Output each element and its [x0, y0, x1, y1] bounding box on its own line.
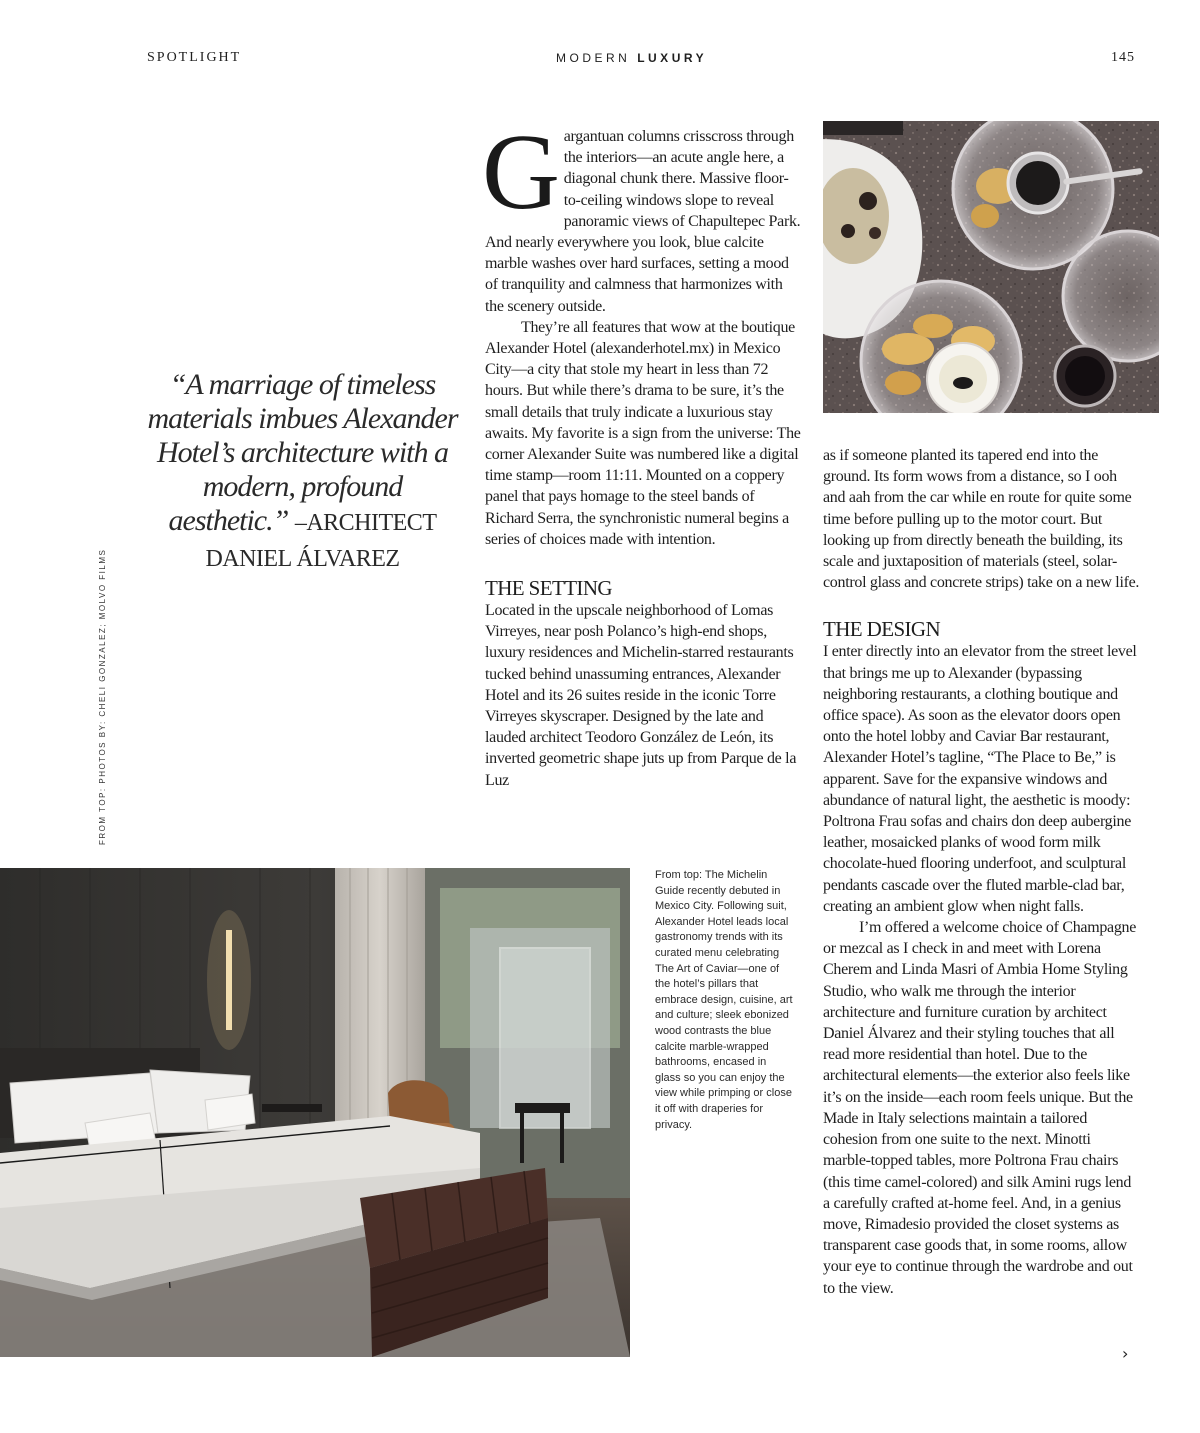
photo-credit: FROM TOP: PHOTOS BY: CHELI GONZALEZ; MOLVO FILMS — [98, 548, 107, 845]
photo-caption: From top: The Michelin Guide recently debuted in Mexico City. Following suit, Alexander Hotel leads local gastronomy trends with its curated menu celebrating The Art of Caviar—one of the hotel’s pillars that embrace design, cuisine, art and culture; sleek ebonized wood contrasts the blue calcite marble-wrapped bathrooms, encased in glass so you can enjoy the view while primping or close it off with draperies for privacy. — [655, 869, 793, 1131]
heading-the-design: THE DESIGN — [823, 617, 941, 642]
masthead-bold: LUXURY — [637, 51, 708, 65]
caviar-photo — [823, 121, 1159, 413]
caviar-photo-illustration — [823, 121, 1159, 413]
masthead-logo — [556, 51, 707, 65]
article-paragraph-1: argantuan columns crisscross through the interiors—an acute angle here, a diagonal chunk there. Massive floor-to-ceiling windows slope to reveal panoramic views of Chapultepec Park. And nearly everywhere you look, blue calcite marble washes over hard surfaces, setting a mood of tranquility and calmness that harmonizes with the scenery outside. — [485, 128, 801, 315]
page-number: 145 — [1111, 50, 1135, 65]
heading-the-setting: THE SETTING — [485, 576, 612, 601]
pull-quote-attribution: –ARCHITECT DANIEL ÁLVAREZ — [205, 510, 437, 572]
article-paragraph-4: as if someone planted its tapered end into the ground. Its form wows from a distance, so I ooh and aah from the car while en route for quite some time before pulling up to the motor court. But looking up from directly beneath the building, its scale and juxtaposition of materials (steel, solar-control glass and concrete strips) take on a new life. — [823, 447, 1140, 592]
pull-quote — [140, 368, 465, 576]
drop-cap: G — [482, 113, 560, 232]
bedroom-photo-illustration — [0, 868, 630, 1357]
article-column-2 — [823, 445, 1141, 1299]
continue-arrow-icon: › — [1122, 1344, 1129, 1363]
masthead-light: MODERN — [556, 51, 631, 65]
article-paragraph-3: Located in the upscale neighborhood of Lomas Virreyes, near posh Polanco’s high-end shops, luxury residences and Michelin-starred restaurants tucked behind unassuming entrances, Alexander Hotel and its 26 suites reside in the iconic Torre Virreyes skyscraper. Designed by the late and lauded architect Teodoro González de León, its inverted geometric shape juts up from Parque de la Luz — [485, 602, 797, 789]
article-paragraph-5: I enter directly into an elevator from the street level that brings me up to Alexander (bypassing neighboring restaurants, a clothing boutique and office space). As soon as the elevator doors open onto the hotel lobby and Caviar Bar restaurant, Alexander Hotel’s tagline, “The Place to Be,” is apparent. Save for the expansive windows and abundance of natural light, the aesthetic is moody: Poltrona Frau sofas and chairs don deep aubergine leather, mosaicked planks of wood form milk chocolate-hued flooring underfoot, and sculptural pendants cascade over the fluted marble-clad bar, creating an ambient glow when night falls. — [823, 643, 1137, 915]
bedroom-photo — [0, 868, 630, 1357]
pull-quote-text: “A marriage of timeless materials imbues Alexander Hotel’s architecture with a modern, profound aesthetic.” — [147, 368, 458, 537]
article-paragraph-2: They’re all features that wow at the boutique Alexander Hotel (alexanderhotel.mx) in Mexico City—a city that stole my heart in less than 72 hours. But while there’s drama to be sure, it’s the small details that truly indicate a luxurious stay awaits. My favorite is a sign from the universe: The corner Alexander Suite was numbered like a digital time stamp—room 11:11. Mounted on a coppery panel that pays homage to the steel bands of Richard Serra, the synchronistic numeral begins a series of choices made with intention. — [485, 318, 801, 548]
section-label: SPOTLIGHT — [147, 50, 242, 65]
article-paragraph-6: I’m offered a welcome choice of Champagne or mezcal as I check in and meet with Lorena Cherem and Linda Masri of Ambia Home Styling Studio, who walk me through the interior architecture and furniture curation by architect Daniel Álvarez and their styling touches that all read more residential than hotel. Due to the architectural elements—the exterior also feels like it’s on the inside—each room feels unique. But the Made in Italy selections maintain a tailored cohesion from one suite to the next. Minotti marble-topped tables, more Poltrona Frau chairs (this time camel-colored) and silk Amini rugs lend a carefully crafted at-home feel. And, in a genius move, Rimadesio provided the closet systems as transparent case goods that, in some rooms, allow your eye to continue through the wardrobe and out to the view. — [823, 919, 1137, 1297]
article-column-1 — [482, 113, 803, 791]
